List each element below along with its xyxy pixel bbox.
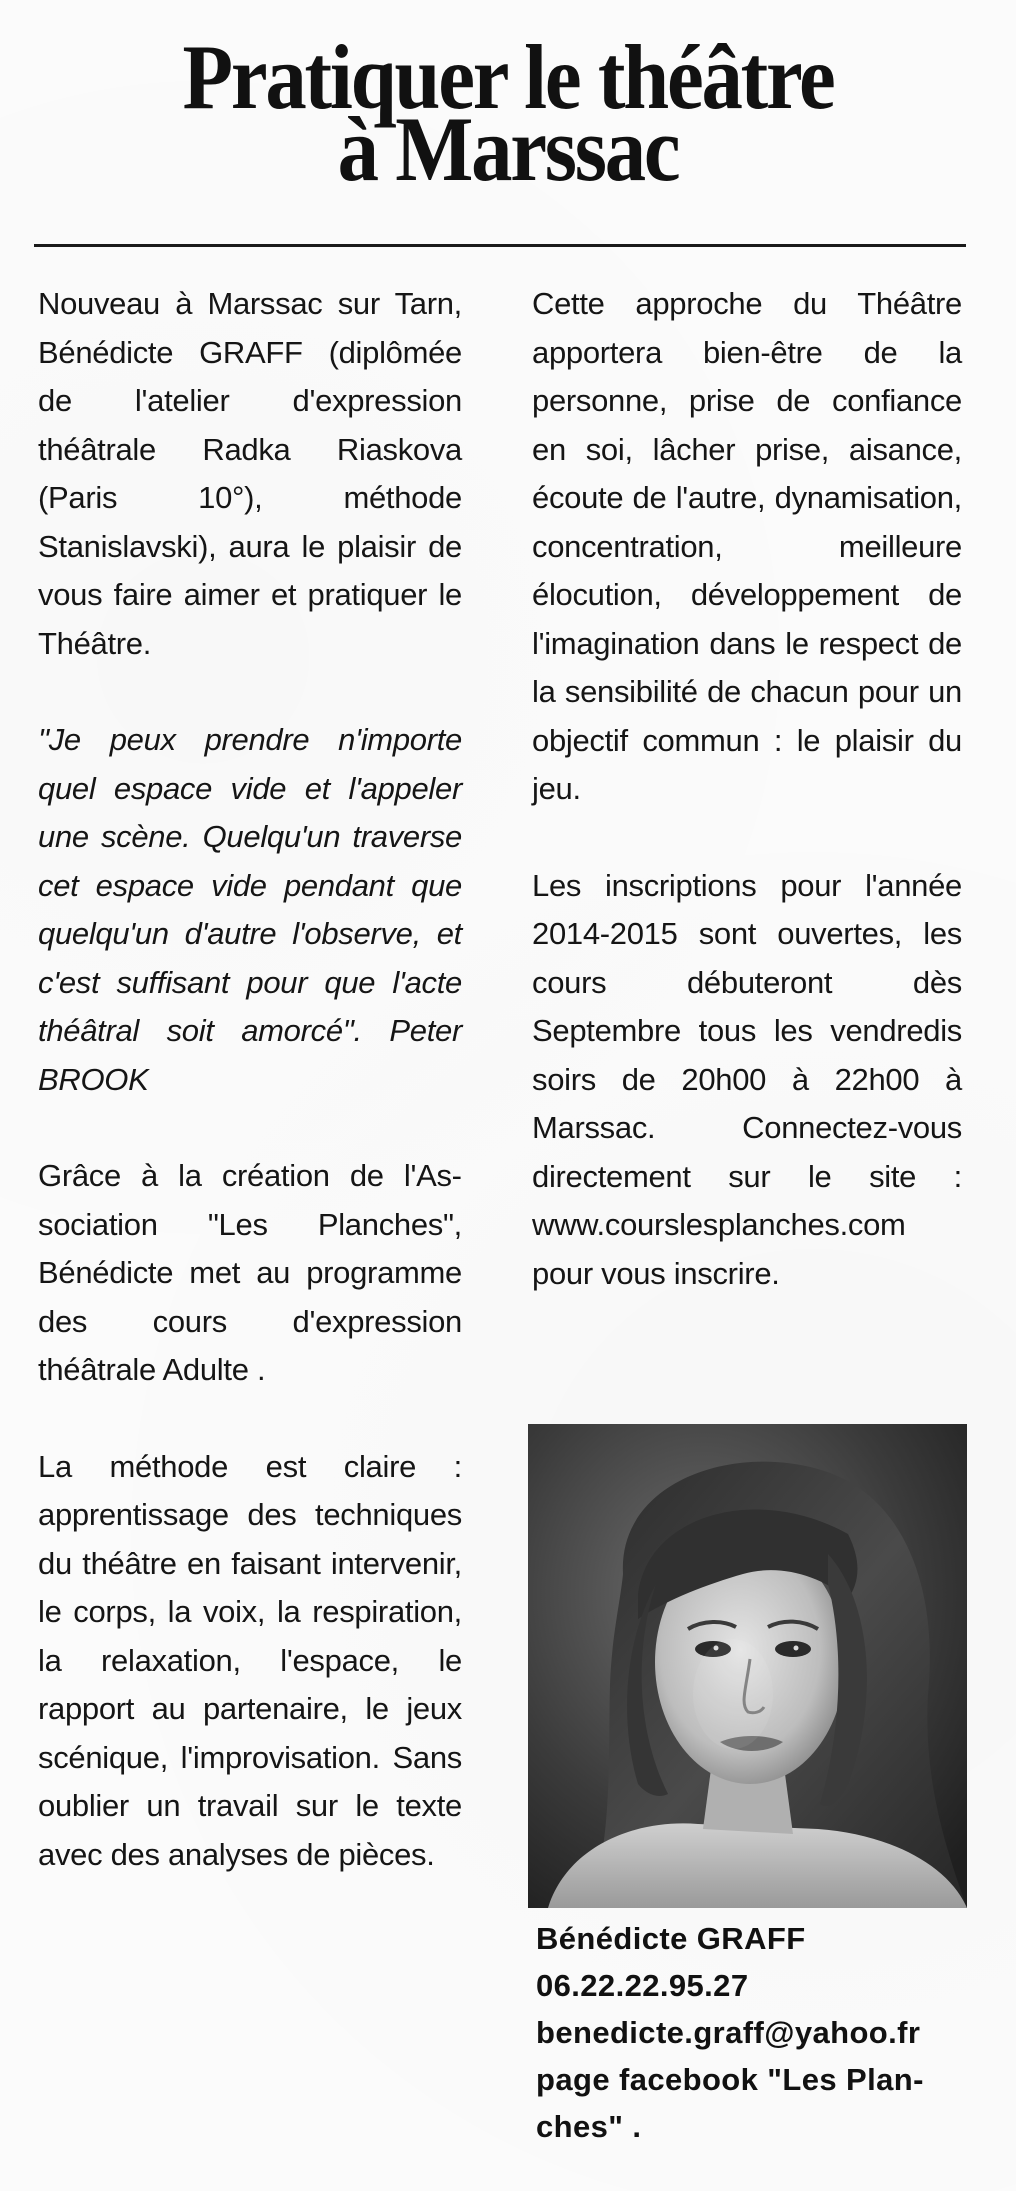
contact-phone: 06.22.22.95.27 <box>536 1968 749 2003</box>
right-column <box>532 280 962 1346</box>
portrait-image <box>528 1424 967 1908</box>
article-headline <box>51 26 965 200</box>
contact-facebook-line-1: page facebook "Les Plan- <box>536 2062 924 2097</box>
headline-divider <box>34 244 966 247</box>
intro-paragraph: Nouveau à Marssac sur Tarn, Bénédicte GRAFF (diplômée de l'atelier d'expression théâtrale Radka Riaskova (Paris 10°), méthode Stanislavski), aura le plaisir de vous faire aimer et pratiquer le Théâtre. <box>38 286 462 661</box>
contact-name: Bénédicte GRAFF <box>536 1921 806 1956</box>
association-paragraph: Grâce à la création de l'Association "Les Planches", Bénédicte met au programme des cours d'expression théâtrale Adulte . <box>38 1158 462 1387</box>
approach-paragraph: Cette approche du Théâtre apportera bien-être de la personne, prise de confiance en soi, lâcher prise, aisance, écoute de l'autre, dynamisation, concentration, meilleure élocution, développement de l'imagination dans le respect de la sensibilité de chacun pour un objectif commun : le plaisir du jeu. <box>532 286 962 806</box>
headline-line-1: Pratiquer le théâtre <box>182 26 834 128</box>
brook-quote: "Je peux prendre n'importe quel espace vide et l'appeler une scène. Quelqu'un traverse cet espace vide pendant que quelqu'un d'autre l'observe, et c'est suffisant pour que l'acte théâtral soit amorcé". Peter BROOK <box>38 722 462 1097</box>
contact-block <box>536 1915 966 2150</box>
method-paragraph: La méthode est claire : apprentissage des techniques du théâtre en faisant intervenir, le corps, la voix, la respiration, la relaxation, l'espace, le rapport au partenaire, le jeux scénique, l'improvisation. Sans oublier un travail sur le texte avec des analyses de pièces. <box>38 1448 462 1872</box>
left-column <box>38 280 462 1927</box>
headline-line-2: à Marssac <box>337 97 679 200</box>
portrait-photo <box>528 1424 967 1908</box>
registration-paragraph: Les inscriptions pour l'année 2014-2015 sont ouvertes, les cours débuteront dès Septembre tous les vendredis soirs de 20h00 à 22h00 à Marssac. Connectez-vous directement sur le site : www.courslesplanches.com pour vous inscrire. <box>532 867 962 1291</box>
contact-facebook-line-2: ches" . <box>536 2109 642 2144</box>
contact-email: benedicte.graff@yahoo.fr <box>536 2015 921 2050</box>
